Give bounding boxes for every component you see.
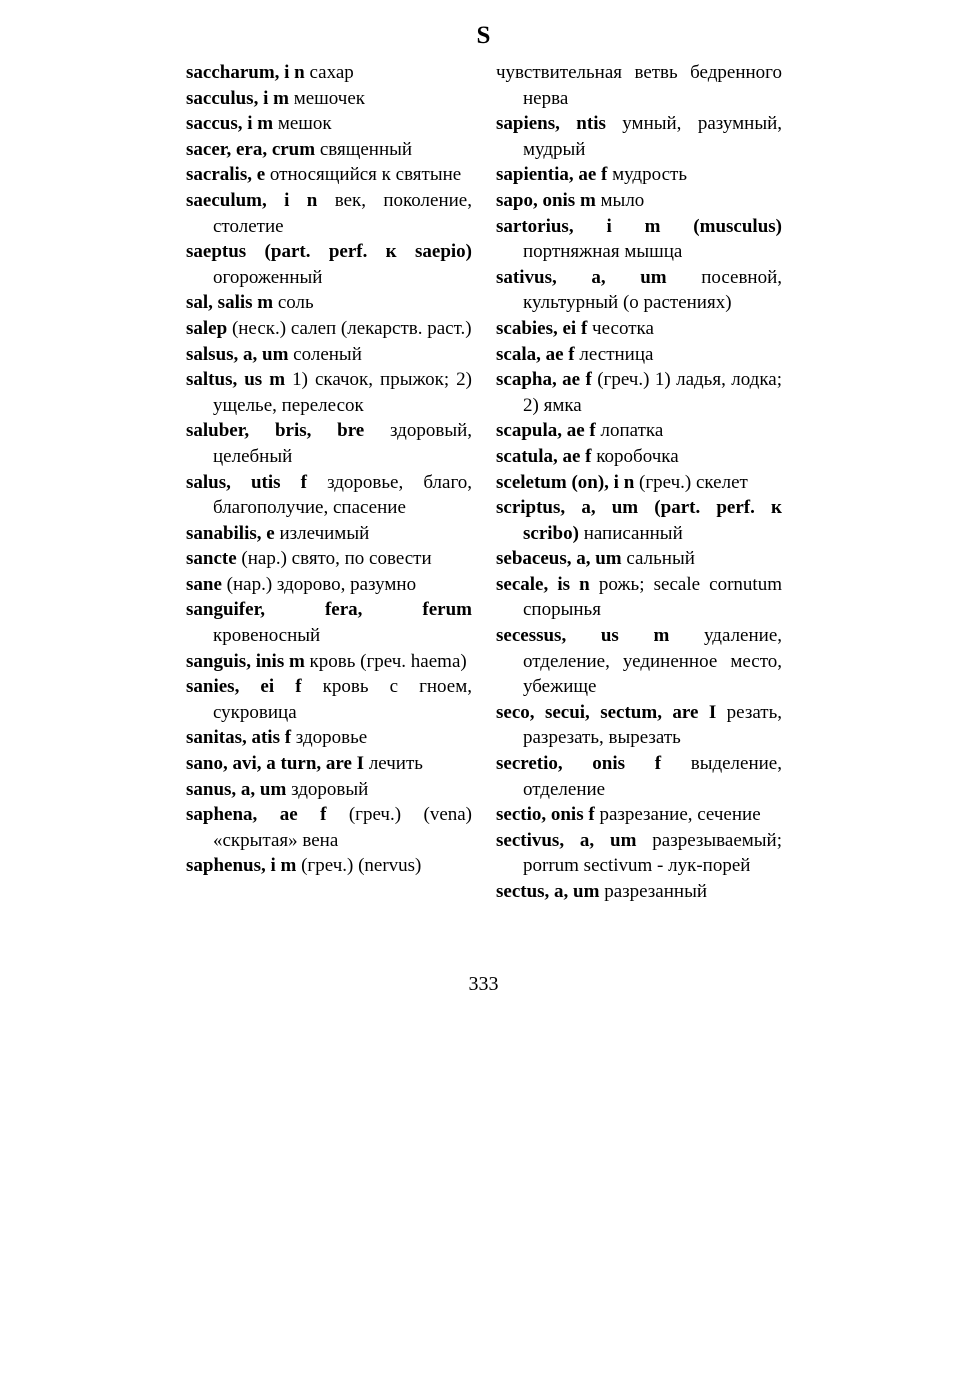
dictionary-entry	[496, 879, 782, 905]
entry-headword: sancte	[186, 548, 237, 570]
entry-headword: seco, secui, sectum, are I	[496, 701, 717, 723]
entry-headword: saeculum, i n	[186, 189, 318, 211]
dictionary-entry	[186, 111, 472, 137]
entry-definition: лечить	[368, 753, 423, 775]
dictionary-entry	[496, 546, 782, 572]
entry-definition: священный	[319, 138, 413, 160]
entry-headword: scabies, ei f	[496, 317, 588, 339]
dictionary-entry	[496, 367, 782, 418]
dictionary-entry	[186, 572, 472, 598]
entry-headword: sebaceus, a, um	[496, 548, 622, 570]
entry-headword: scapha, ae f	[496, 369, 592, 391]
entry-headword: saeptus (part. perf. к saepio)	[186, 241, 472, 263]
dictionary-entry	[186, 60, 472, 86]
dictionary-entry	[186, 86, 472, 112]
section-letter: S	[476, 22, 491, 49]
dictionary-entry	[496, 60, 782, 111]
entry-definition: кровь с гноем, сукровица	[213, 676, 472, 723]
dictionary-entry	[186, 725, 472, 751]
entry-definition: резать, разрезать, вырезать	[523, 701, 783, 749]
entry-definition: разрезание, сечение	[599, 804, 761, 826]
entry-headword: sanguifer, fera, ferum	[186, 599, 472, 621]
entry-headword: scatula, ae f	[496, 445, 592, 467]
entry-definition: огороженный	[213, 266, 323, 288]
dictionary-entry	[186, 649, 472, 675]
entry-headword: sceletum (on), i n	[496, 471, 635, 493]
entry-definition: здоровье	[295, 727, 368, 749]
dictionary-entry	[186, 418, 472, 469]
entry-definition: (греч.) скелет	[639, 471, 748, 493]
entry-headword: salsus, a, um	[186, 343, 289, 365]
entry-definition: разрезываемый; porrum sectivum - лук-порей	[523, 829, 782, 877]
entry-headword: saccus, i m	[186, 113, 274, 135]
entry-definition: здоровый	[291, 778, 369, 800]
dictionary-entry	[186, 342, 472, 368]
entry-headword: sativus, a, um	[496, 266, 667, 288]
dictionary-entry	[496, 162, 782, 188]
entry-headword: saluber, bris, bre	[186, 420, 365, 442]
entry-headword: sectus, a, um	[496, 881, 600, 902]
entry-definition: разрезанный	[604, 881, 708, 902]
dictionary-entry	[496, 444, 782, 470]
dictionary-entry	[496, 470, 782, 496]
dictionary-entry	[186, 316, 472, 342]
dictionary-entry	[186, 674, 472, 725]
entry-headword: saphenus, i m	[186, 855, 297, 877]
page-number: 333	[468, 973, 499, 995]
dictionary-entry	[496, 802, 782, 828]
dictionary-entry	[186, 597, 472, 648]
entry-definition: (греч.) (vena) «скрытая» вена	[213, 804, 473, 851]
entry-definition: (нар.) здорово, разумно	[226, 573, 417, 595]
entry-definition: лестница	[579, 343, 654, 365]
entry-definition: относящийся к святыне	[269, 164, 462, 186]
entry-definition: выделение, отделение	[523, 753, 782, 800]
entry-headword: secretio, onis f	[496, 753, 662, 775]
dictionary-entry	[186, 853, 472, 879]
entry-headword: sanguis, inis m	[186, 650, 305, 672]
entry-headword: sectivus, a, um	[496, 829, 637, 851]
dictionary-entry	[186, 367, 472, 418]
left-column	[186, 60, 472, 879]
entry-headword: sanitas, atis f	[186, 727, 292, 749]
entry-headword: secale, is n	[496, 573, 590, 595]
dictionary-entry	[496, 572, 782, 623]
entry-definition: удаление, отделение, уединенное место, убежище	[523, 625, 783, 698]
entry-headword: sapientia, ae f	[496, 164, 608, 186]
dictionary-entry	[186, 777, 472, 803]
entry-definition: соль	[277, 292, 314, 314]
entry-headword: sacralis, e	[186, 164, 266, 186]
dictionary-entry	[186, 290, 472, 316]
dictionary-entry	[186, 751, 472, 777]
entry-headword: saphena, ae f	[186, 804, 327, 826]
dictionary-entry	[496, 418, 782, 444]
dictionary-entry	[496, 111, 782, 162]
entry-headword: sapo, onis m	[496, 189, 596, 211]
entry-headword: sacer, era, crum	[186, 138, 316, 160]
entry-headword: sane	[186, 573, 222, 595]
entry-definition: здоровый, целебный	[213, 420, 472, 467]
entry-definition: 1) скачок, прыжок; 2) ущелье, перелесок	[213, 369, 473, 416]
entry-definition: коробочка	[596, 445, 679, 467]
dictionary-entry	[186, 162, 472, 188]
dictionary-entry	[496, 828, 782, 879]
entry-headword: secessus, us m	[496, 625, 670, 647]
entry-definition: мудрость	[612, 164, 687, 186]
dictionary-entry	[496, 188, 782, 214]
entry-definition: сахар	[309, 62, 354, 83]
entry-definition: (нар.) свято, по совести	[241, 548, 432, 570]
dictionary-entry	[496, 623, 782, 700]
entry-definition: кровеносный	[213, 625, 321, 647]
entry-definition: написанный	[583, 522, 683, 544]
dictionary-entry	[186, 521, 472, 547]
entry-headword: sanabilis, e	[186, 522, 275, 544]
entry-headword: scriptus, a, um (part. perf. к scribo)	[496, 497, 782, 544]
dictionary-entry	[496, 316, 782, 342]
dictionary-entry	[496, 214, 782, 265]
entry-definition: мыло	[600, 189, 645, 211]
entry-definition: мешок	[277, 113, 332, 135]
entry-definition: умный, разумный, мудрый	[523, 113, 783, 160]
entry-definition: посевной, культурный (о растениях)	[523, 266, 783, 314]
entry-headword: saltus, us m	[186, 369, 286, 391]
entry-definition: чувствительная ветвь бедренного нерва	[496, 62, 782, 109]
entry-definition: рожь; secale cornutum спорынья	[523, 573, 782, 621]
dictionary-entry	[186, 802, 472, 853]
dictionary-entry	[186, 546, 472, 572]
entry-headword: sartorius, i m (musculus)	[496, 215, 782, 237]
entry-definition: чесотка	[592, 317, 654, 339]
entry-headword: saccharum, i n	[186, 62, 305, 83]
entry-headword: sacculus, i m	[186, 87, 289, 109]
entry-headword: sano, avi, a turn, are I	[186, 753, 365, 775]
entry-definition: лопатка	[600, 420, 664, 442]
dictionary-entry	[496, 342, 782, 368]
entry-headword: sapiens, ntis	[496, 113, 606, 135]
dictionary-entry	[186, 137, 472, 163]
entry-definition: портняжная мышца	[523, 241, 683, 263]
entry-definition: (неск.) салеп (лекарств. раст.)	[231, 317, 472, 339]
entry-definition: (греч.) 1) ладья, лодка; 2) ямка	[523, 369, 782, 416]
dictionary-entry	[496, 751, 782, 802]
entry-headword: salep	[186, 317, 228, 339]
dictionary-entry	[496, 265, 782, 316]
entry-definition: (греч.) (nervus)	[301, 855, 422, 877]
entry-headword: scapula, ae f	[496, 420, 596, 442]
right-column	[496, 60, 782, 905]
entry-definition: излечимый	[279, 522, 370, 544]
entry-definition: сальный	[626, 548, 695, 570]
entry-definition: мешочек	[293, 87, 366, 109]
entry-definition: кровь (греч. haema)	[309, 650, 467, 672]
dictionary-entry	[496, 700, 782, 751]
dictionary-entry	[186, 188, 472, 239]
entry-headword: sanus, a, um	[186, 778, 287, 800]
entry-headword: sectio, onis f	[496, 804, 595, 826]
entry-headword: salus, utis f	[186, 471, 307, 493]
entry-definition: здоровье, благо, благополучие, спасение	[213, 471, 473, 519]
entry-definition: век, поколение, столетие	[213, 189, 472, 237]
entry-headword: sal, salis m	[186, 292, 274, 314]
dictionary-entry	[186, 239, 472, 290]
entry-headword: sanies, ei f	[186, 676, 302, 698]
dictionary-entry	[496, 495, 782, 546]
dictionary-entry	[186, 470, 472, 521]
entry-headword: scala, ae f	[496, 343, 575, 365]
entry-definition: соленый	[293, 343, 362, 365]
